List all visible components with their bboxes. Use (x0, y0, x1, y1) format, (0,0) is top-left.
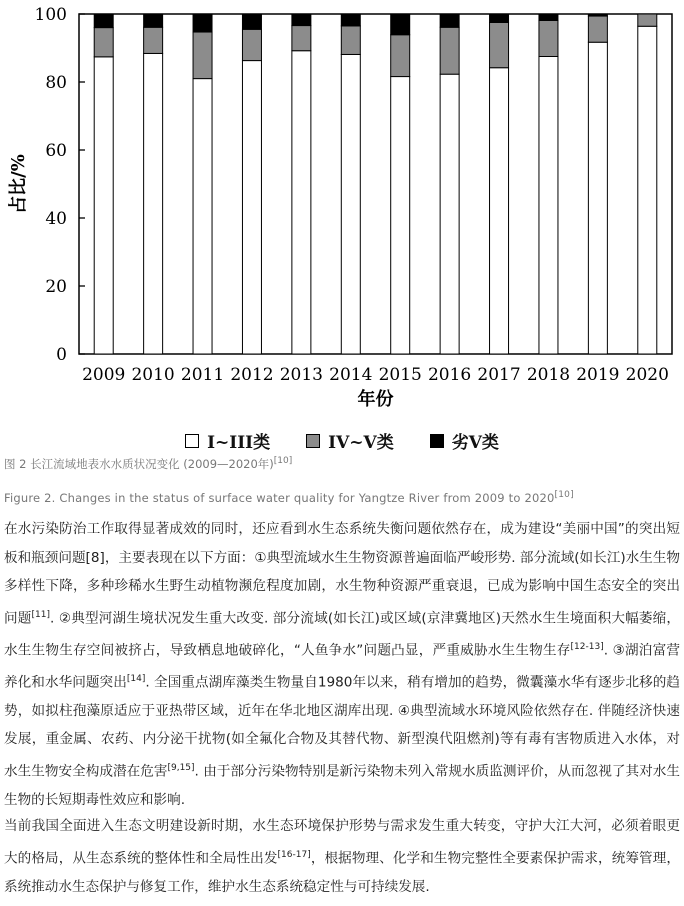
caption-cn-reference[interactable]: [10] (273, 456, 293, 467)
stacked-bar-chart (0, 0, 684, 420)
caption-en-text: Figure 2. Changes in the status of surface water quality for Yangtze River from 2009 to 2020 (4, 490, 555, 505)
bar-segment-4-5 (391, 35, 410, 77)
x-tick-label: 2017 (477, 365, 521, 385)
bar-segment-inferior-5 (588, 14, 607, 16)
bar-segment-1-3 (193, 79, 212, 354)
bar-segment-4-5 (94, 28, 113, 57)
body-paragraph-1 (4, 515, 680, 814)
legend-label-1-3: I~III类 (207, 433, 271, 453)
x-tick-label: 2018 (526, 365, 571, 385)
legend-swatch-inferior-5 (430, 434, 444, 448)
chart-legend (0, 428, 684, 453)
x-tick-label: 2020 (625, 365, 669, 385)
bar-segment-1-3 (292, 51, 311, 354)
x-tick-label: 2010 (131, 365, 175, 385)
bar-segment-4-5 (490, 23, 509, 68)
para2-text-2: ，根据物理、化学和生物完整性全要素保护需求，统筹管理，系统推动水生态保护与修复工作，维护水生态系统稳定性与可持续发展. (4, 850, 681, 895)
caption-cn-text: 图 2 长江流域地表水水质状况变化 (2009—2020年) (4, 457, 274, 471)
x-tick-label: 2009 (82, 365, 126, 385)
para1-ref-3[interactable]: [14] (126, 673, 146, 684)
bar-segment-inferior-5 (490, 14, 509, 23)
bar-segment-inferior-5 (341, 14, 360, 26)
y-axis-title: 占比/% (8, 154, 29, 214)
bar-segment-4-5 (440, 27, 459, 74)
bar-segment-4-5 (144, 27, 163, 53)
para1-text-1: 在水污染防治工作取得显著成效的同时，还应看到水生态系统失衡问题依然存在，成为建设“美丽中国”的突出短板和瓶颈问题[8]，主要表现在以下方面：①典型流域水生生物资源普遍面临严峻形势. 部分流域(如长江)水生生物多样性下降，多种珍稀水生野生动植物濒危程度加剧，水生物种资源严重衰退，已成为影响中国生态安全的突出问题 (4, 521, 681, 627)
bar-segment-1-3 (391, 77, 410, 354)
legend-swatch-1-3 (185, 434, 199, 448)
para1-text-2: . ②典型河湖生境状况发生重大改变. 部分流域(如长江)或区域(京津冀地区)天然水生生境面积大幅萎缩，水生生物生存空间被挤占，导致栖息地破碎化，“人鱼争水”问题凸显，严重威胁水生生物生存 (4, 610, 681, 659)
legend-swatch-4-5 (306, 434, 320, 448)
x-axis-title: 年份 (357, 389, 394, 410)
para1-text-5: . 由于部分污染物特别是新污染物未列入常规水质监测评价，从而忽视了其对水生生物的长短期毒性效应和影响. (4, 763, 681, 808)
bar-segment-1-3 (242, 61, 261, 354)
bar-segment-4-5 (588, 16, 607, 42)
bar-segment-1-3 (490, 68, 509, 354)
bar-segment-inferior-5 (292, 14, 311, 26)
y-tick-label: 100 (34, 5, 67, 25)
y-tick-label: 0 (56, 345, 67, 365)
bar-segment-1-3 (539, 57, 558, 355)
para1-ref-4[interactable]: [9,15] (167, 762, 195, 773)
y-tick-label: 60 (45, 141, 67, 161)
legend-item-1-3 (185, 428, 270, 453)
bar-segment-1-3 (94, 57, 113, 354)
bar-segment-inferior-5 (539, 14, 558, 20)
bar-segment-inferior-5 (391, 14, 410, 35)
x-tick-label: 2015 (378, 365, 422, 385)
body-paragraph-2 (4, 812, 680, 901)
x-tick-label: 2016 (427, 365, 472, 385)
bar-segment-1-3 (341, 54, 360, 354)
x-tick-label: 2014 (329, 365, 373, 385)
bar-segment-inferior-5 (94, 14, 113, 28)
para1-text-3: . ③湖泊富营养化和水华问题突出 (4, 642, 680, 691)
y-tick-label: 20 (45, 277, 67, 297)
bar-segment-4-5 (638, 14, 657, 26)
caption-en-reference[interactable]: [10] (554, 490, 574, 500)
bar-segment-4-5 (292, 26, 311, 51)
bar-segment-inferior-5 (144, 14, 163, 27)
para1-ref-2[interactable]: [12-13] (570, 641, 604, 652)
figure-caption-english (4, 490, 574, 505)
bar-segment-inferior-5 (193, 14, 212, 32)
legend-label-4-5: IV~V类 (328, 433, 394, 453)
x-tick-label: 2011 (180, 365, 225, 385)
plot-frame (79, 14, 672, 354)
bar-segment-4-5 (341, 26, 360, 55)
x-tick-label: 2019 (576, 365, 620, 385)
bar-segment-1-3 (440, 74, 459, 354)
bar-segment-1-3 (588, 42, 607, 354)
bar-segment-1-3 (144, 53, 163, 354)
bar-segment-inferior-5 (242, 14, 261, 29)
bar-segment-4-5 (242, 29, 261, 60)
bar-segment-1-3 (638, 26, 657, 354)
x-tick-label: 2013 (279, 365, 324, 385)
para1-ref-1[interactable]: [11] (31, 609, 51, 620)
y-tick-label: 40 (45, 209, 67, 229)
x-tick-label: 2012 (230, 365, 274, 385)
para2-text-1: 当前我国全面进入生态文明建设新时期，水生态环境保护形势与需求发生重大转变，守护大江大河，必须着眼更大的格局，从生态系统的整体性和全局性出发 (4, 818, 680, 867)
y-tick-label: 80 (45, 73, 67, 93)
para2-ref-1[interactable]: [16-17] (277, 849, 311, 860)
figure-caption-chinese (4, 456, 292, 472)
bar-segment-4-5 (539, 20, 558, 56)
bar-segment-inferior-5 (440, 14, 459, 27)
legend-item-inferior-5 (430, 428, 499, 453)
para1-text-4: . 全国重点湖库藻类生物量自1980年以来，稍有增加的趋势，微囊藻水华有逐步北移的趋势，如拟柱孢藻原适应于亚热带区域，近年在华北地区湖库出现. ④典型流域水环境风险依然存在. 伴随经济快速发展，重金属、农药、内分泌干扰物(如全氟化合物及其替代物、新型溴代阻燃剂)等有毒有害物质进入水体，对水生生物安全构成潜在危害 (4, 674, 681, 780)
bar-segment-4-5 (193, 32, 212, 79)
legend-item-4-5 (306, 428, 394, 453)
legend-label-inferior-5: 劣V类 (451, 433, 499, 453)
